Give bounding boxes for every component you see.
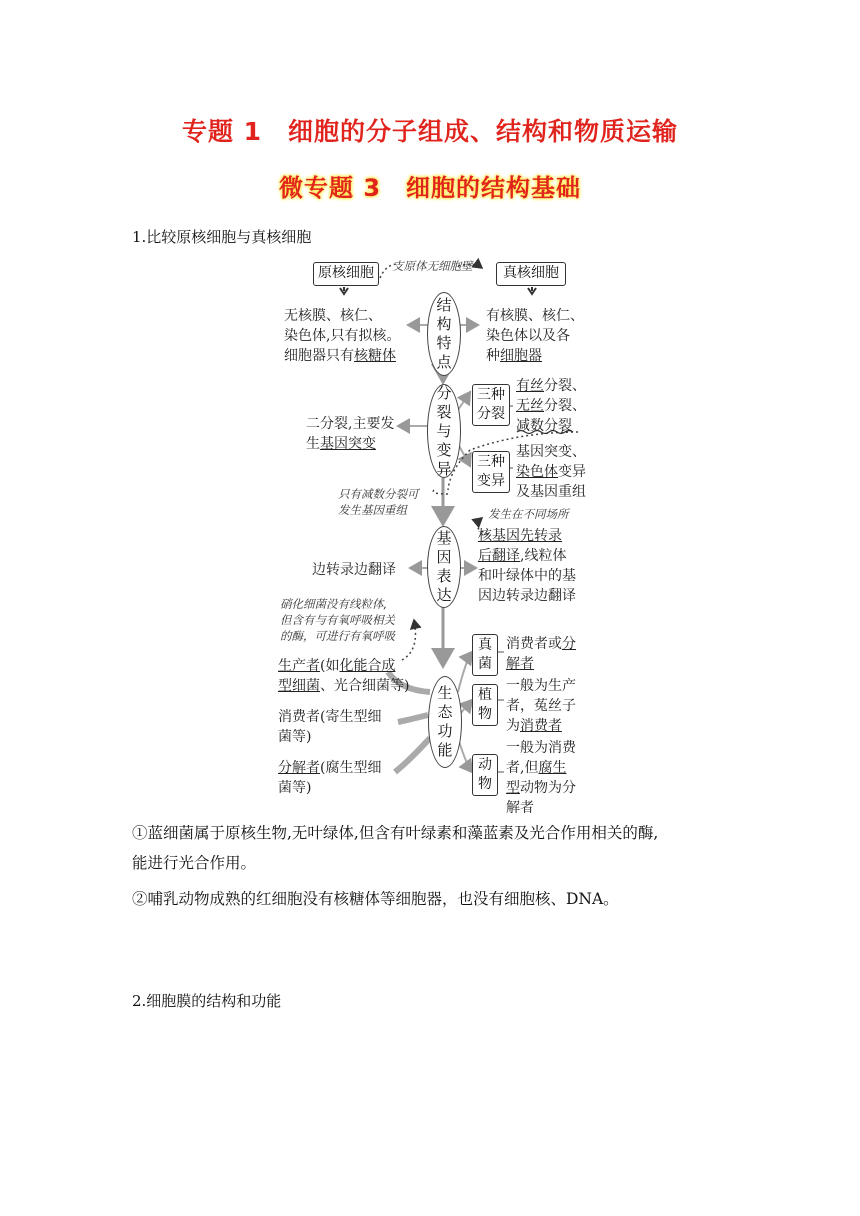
note-mycoplasma: 支原体无细胞壁 bbox=[392, 259, 473, 273]
structure-prokaryote: 无核膜、核仁、 染色体,只有拟核。 细胞器只有核糖体 bbox=[284, 308, 401, 364]
expression-prokaryote: 边转录边翻译 bbox=[312, 562, 396, 578]
structure-eukaryote: 有核膜、核仁、 染色体以及各 种细胞器 bbox=[486, 308, 584, 364]
note-2: ②哺乳动物成熟的红细胞没有核糖体等细胞器，也没有细胞核、DNA。 bbox=[132, 890, 619, 908]
note-location: 发生在不同场所 bbox=[488, 507, 569, 521]
box-plant: 植物 bbox=[472, 684, 498, 726]
box-three-variations: 三种变异 bbox=[472, 451, 510, 493]
box-animal: 动物 bbox=[472, 754, 498, 796]
page-title: 专题 1 细胞的分子组成、结构和物质运输 bbox=[181, 117, 679, 146]
prokaryote-box: 原核细胞 bbox=[313, 262, 379, 286]
section-heading-2: 2.细胞膜的结构和功能 bbox=[132, 992, 282, 1010]
ecology-decomposer: 分解者(腐生型细 菌等) bbox=[278, 760, 382, 796]
expression-eukaryote: 核基因先转录 后翻译,线粒体 和叶绿体中的基 因边转录边翻译 bbox=[478, 528, 576, 604]
page-subtitle: 微专题 3 细胞的结构基础 bbox=[278, 174, 582, 202]
node-expression: 基因表达 bbox=[427, 526, 461, 608]
section-heading-1: 1.比较原核细胞与真核细胞 bbox=[132, 228, 312, 246]
ecology-producer: 生产者(如化能合成 型细菌、光合细菌等) bbox=[278, 658, 410, 694]
box-three-divisions: 三种分裂 bbox=[472, 384, 510, 426]
three-divisions-text: 有丝分裂、 无丝分裂、 减数分裂 bbox=[516, 378, 586, 434]
box-fungi: 真菌 bbox=[472, 634, 498, 676]
note-nitrifying-bacteria: 硝化细菌没有线粒体, 但含有与有氧呼吸相关 的酶，可进行有氧呼吸 bbox=[280, 597, 395, 643]
note-recombination: 只有减数分裂可 发生基因重组 bbox=[338, 487, 419, 517]
fungi-text: 消费者或分 解者 bbox=[506, 636, 576, 672]
division-prokaryote: 二分裂,主要发 生基因突变 bbox=[306, 416, 395, 452]
node-structure: 结构特点 bbox=[427, 292, 461, 376]
node-division: 分裂与变异 bbox=[427, 384, 461, 478]
eukaryote-box: 真核细胞 bbox=[496, 262, 566, 286]
node-ecology: 生态功能 bbox=[428, 676, 462, 768]
ecology-consumer: 消费者(寄生型细 菌等) bbox=[278, 709, 382, 745]
plant-text: 一般为生产 者，菟丝子 为消费者 bbox=[506, 678, 576, 734]
animal-text: 一般为消费 者,但腐生 型动物为分 解者 bbox=[506, 740, 576, 816]
note-1: ①蓝细菌属于原核生物,无叶绿体,但含有叶绿素和藻蓝素及光合作用相关的酶, 能进行光合作用。 bbox=[132, 824, 659, 872]
three-variations-text: 基因突变、 染色体变异 及基因重组 bbox=[516, 444, 586, 500]
